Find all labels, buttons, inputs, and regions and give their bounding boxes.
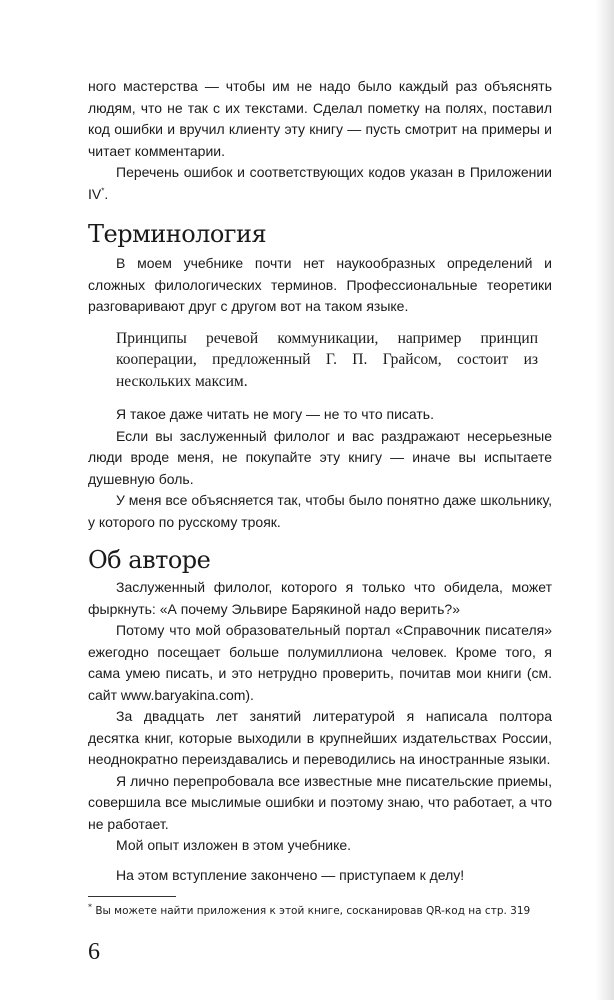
intro-paragraph-2-end: . — [104, 185, 109, 202]
about-paragraph-3: За двадцать лет занятий литературой я написала полтора десятка книг, которые выходили в крупнейших издательствах России, неоднократно переиздавались и переводились на иностранные языки. — [88, 708, 552, 767]
about-paragraph-1: Заслуженный филолог, которого я только что обидела, может фыркнуть: «А почему Эльвире Барякиной надо верить?» — [88, 579, 552, 617]
terminology-paragraph-3: Если вы заслуженный филолог и вас раздражают несерьезные люди вроде меня, не покупайте эту книгу — иначе вы испытаете душевную боль. — [88, 427, 552, 487]
terminology-quote: Принципы речевой коммуникации, например принцип кооперации, предложенный Г. П. Грайсом, состоит из нескольких максим. — [116, 329, 538, 390]
footnote-marker: * — [101, 185, 105, 195]
footnote-mark: * — [88, 902, 92, 912]
page-edge-shadow — [596, 0, 614, 1000]
intro-paragraph-2 — [88, 162, 552, 205]
footnote — [88, 903, 552, 919]
terminology-heading: Терминология — [88, 220, 267, 248]
about-paragraph-4: Я лично перепробовала все известные мне писательские приемы, совершила все мыслимые ошибки и поэтому знаю, что работает, а что не работает. — [88, 772, 552, 832]
page-number: 6 — [88, 939, 100, 965]
terminology-paragraph-4: У меня все объясняется так, чтобы было понятно даже школьнику, у которого по русскому трояк. — [88, 492, 552, 530]
about-paragraph-2: Потому что мой образовательный портал «Справочник писателя» ежегодно посещает больше полумиллиона человек. Кроме того, я сама умею писать, и это нетрудно проверить, почитав мои книги (см. сайт www.baryakina.com). — [88, 622, 552, 703]
terminology-paragraph-2: Я такое даже читать не могу — не то что писать. — [116, 406, 434, 422]
footnote-text: Вы можете найти приложения к этой книге, сосканировав QR-код на стр. 319 — [92, 905, 531, 917]
intro-paragraph-2-text: Перечень ошибок и соответствующих кодов указан в Приложении IV — [88, 164, 552, 202]
about-author-heading: Об авторе — [88, 546, 211, 574]
about-paragraph-6: На этом вступление закончено — приступаем к делу! — [116, 866, 465, 883]
about-paragraph-5: Мой опыт изложен в этом учебнике. — [116, 837, 352, 853]
book-page — [88, 76, 552, 966]
intro-paragraph-1: ного мастерства — чтобы им не надо было каждый раз объяснять людям, что не так с их текстами. Сделал пометку на полях, поставил код ошибки и вручил клиенту эту книгу — пусть смотрит на примеры и читает комментарии. — [88, 78, 552, 159]
terminology-paragraph-1: В моем учебнике почти нет наукообразных определений и сложных филологических терминов. Профессиональные теоретики разговаривают друг с другом вот на таком языке. — [88, 255, 552, 314]
footnote-divider — [88, 896, 176, 897]
